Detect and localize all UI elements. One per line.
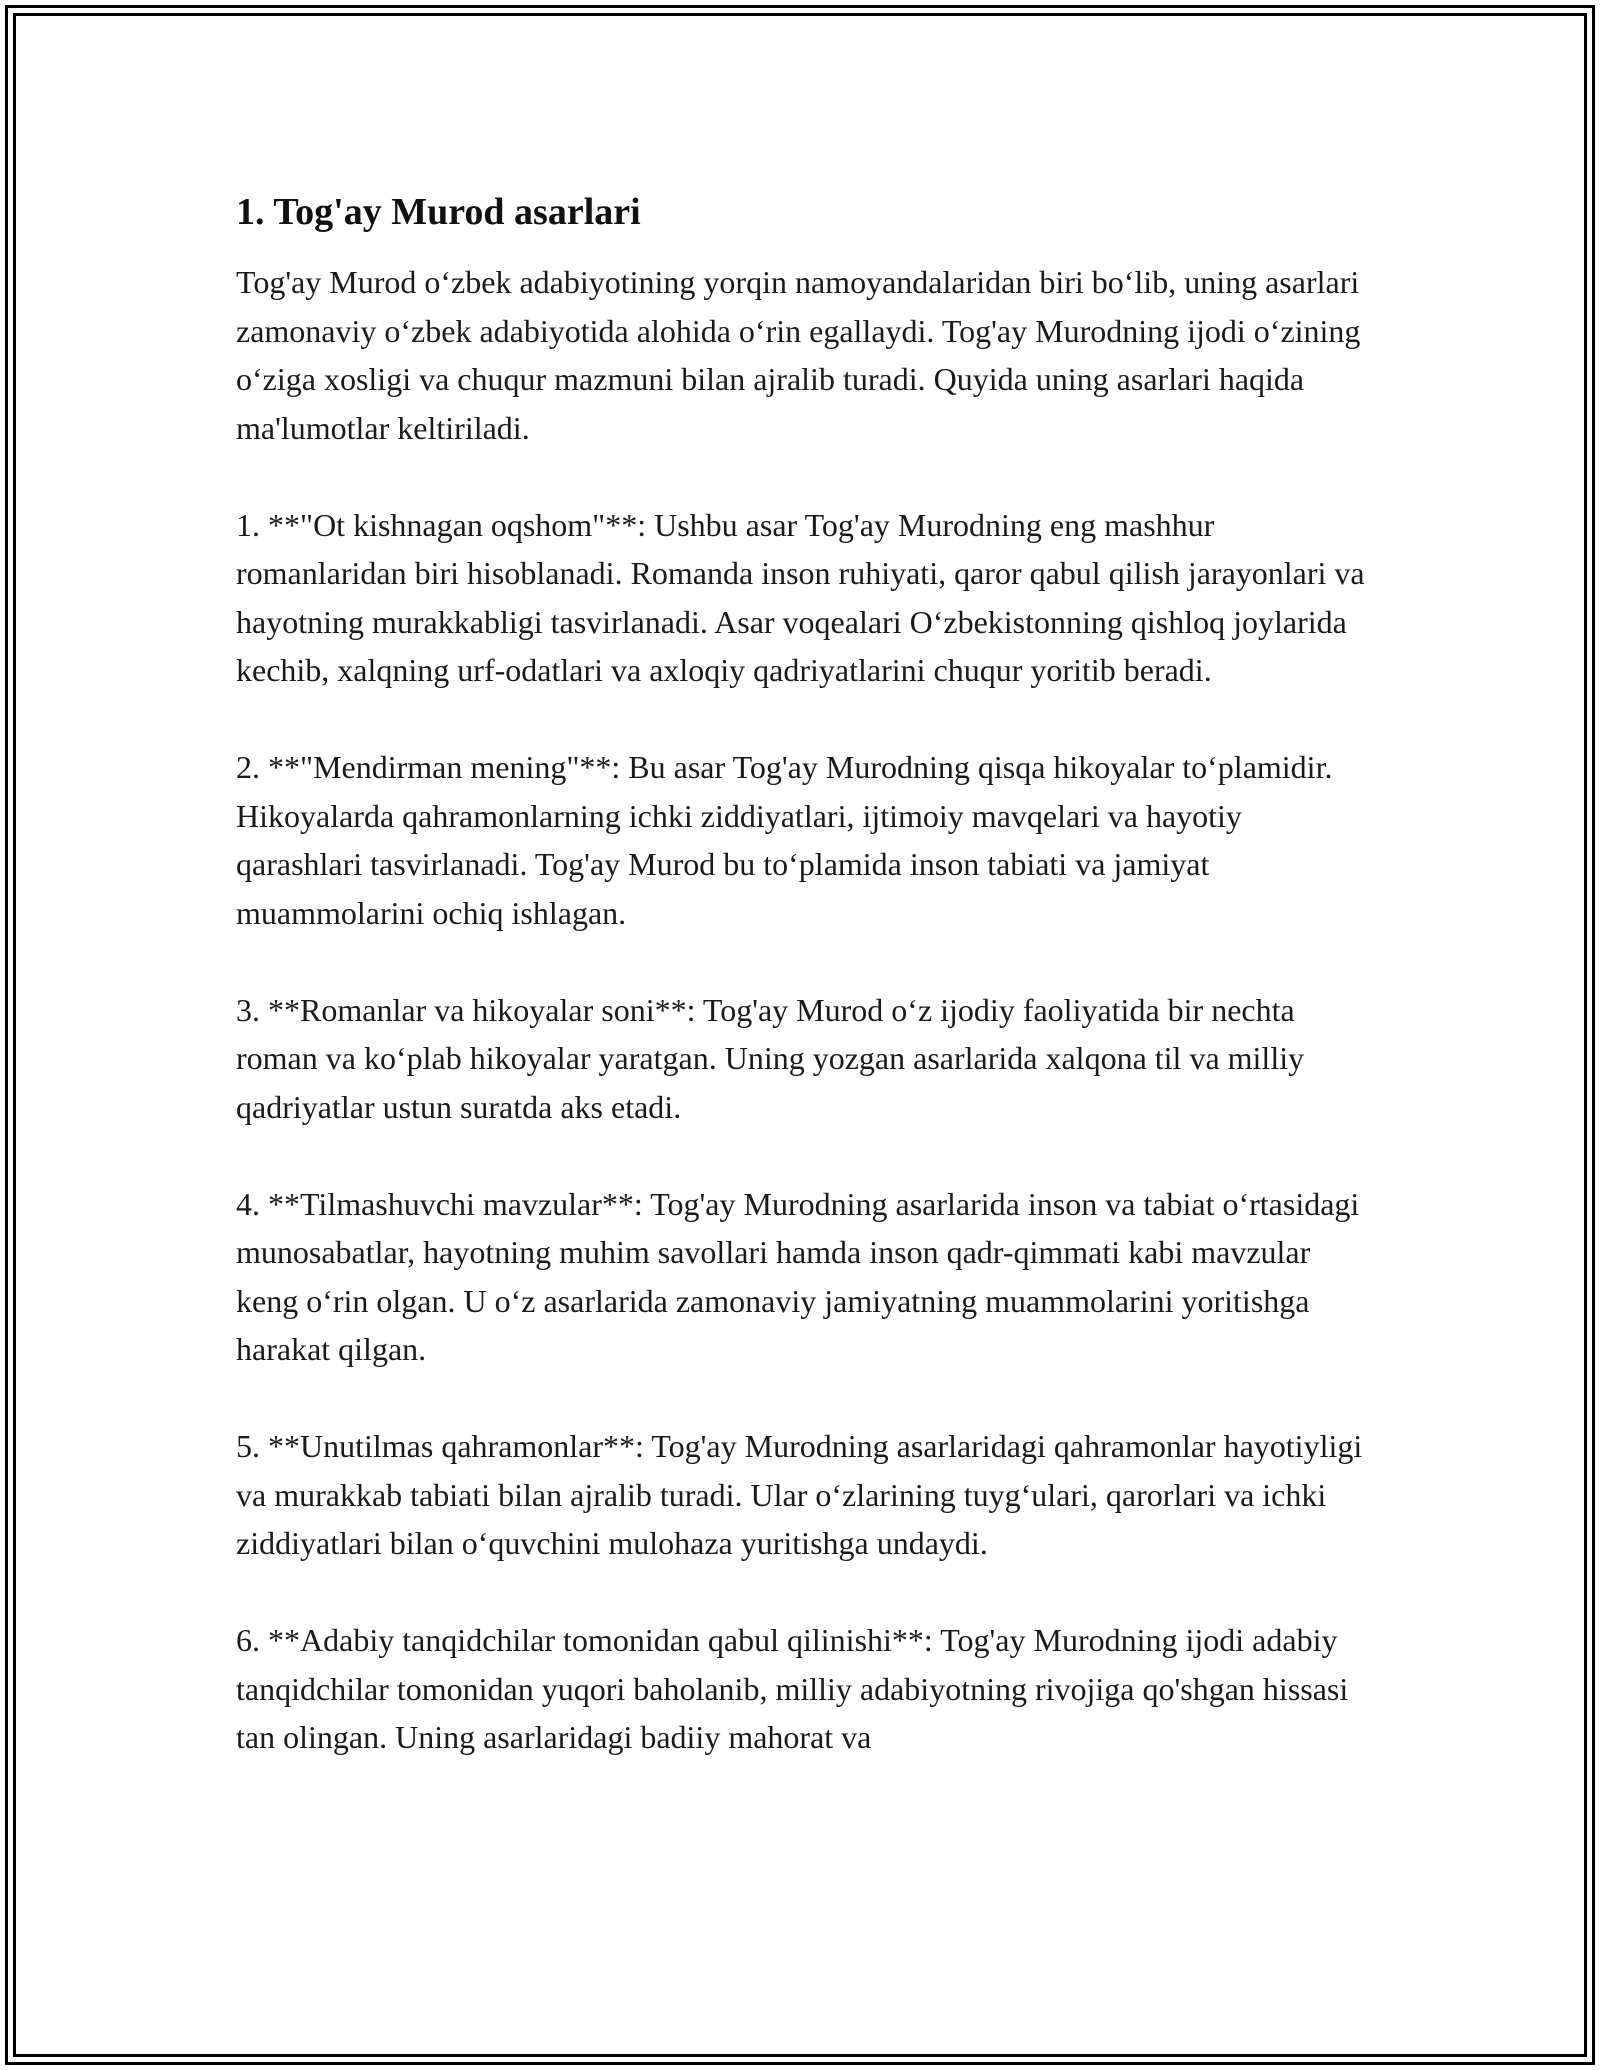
list-item-paragraph: 5. **Unutilmas qahramonlar**: Tog'ay Murodning asarlaridagi qahramonlar hayotiyligi va murakkab tabiati bilan ajralib turadi. Ular o‘zlarining tuyg‘ulari, qarorlari va ichki ziddiyatlari bilan o‘quvchini mulohaza yuritishga undaydi. bbox=[236, 1428, 1363, 1561]
list-item-paragraph: 2. **"Mendirman mening"**: Bu asar Tog'ay Murodning qisqa hikoyalar to‘plamidir. Hikoyalarda qahramonlarning ichki ziddiyatlari, ijtimoiy mavqelari va hayotiy qarashlari tasvirlanadi. Tog'ay Murod bu to‘plamida inson tabiati va jamiyat muammolarini ochiq ishlagan. bbox=[236, 749, 1333, 931]
section-heading: 1. Tog'ay Murod asarlari bbox=[236, 191, 641, 233]
list-item-paragraph: 4. **Tilmashuvchi mavzular**: Tog'ay Murodning asarlarida inson va tabiat o‘rtasidagi munosabatlar, hayotning muhim savollari hamda inson qadr-qimmati kabi mavzular keng o‘rin olgan. U o‘z asarlarida zamonaviy jamiyatning muammolarini yoritishga harakat qilgan. bbox=[236, 1185, 1360, 1367]
list-item-paragraph: 3. **Romanlar va hikoyalar soni**: Tog'ay Murod o‘z ijodiy faoliyatida bir nechta roman va ko‘plab hikoyalar yaratgan. Uning yozgan asarlarida xalqona til va milliy qadriyatlar ustun suratda aks etadi. bbox=[236, 991, 1305, 1125]
intro-paragraph: Tog'ay Murod o‘zbek adabiyotining yorqin namoyandalaridan biri bo‘lib, uning asarlari zamonaviy o‘zbek adabiyotida alohida o‘rin egallaydi. Tog'ay Murodning ijodi o‘zining o‘ziga xosligi va chuqur mazmuni bilan ajralib turadi. Quyida uning asarlari haqida ma'lumotlar keltiriladi. bbox=[236, 264, 1361, 446]
list-item-paragraph: 1. **"Ot kishnagan oqshom"**: Ushbu asar Tog'ay Murodning eng mashhur romanlaridan biri hisoblanadi. Romanda inson ruhiyati, qaror qabul qilish jarayonlari va hayotning murakkabligi tasvirlanadi. Asar voqealari O‘zbekistonning qishloq joylarida kechib, xalqning urf-odatlari va axloqiy qadriyatlarini chuqur yoritib beradi. bbox=[236, 506, 1365, 688]
document-body bbox=[236, 188, 1366, 1762]
list-item-paragraph: 6. **Adabiy tanqidchilar tomonidan qabul qilinishi**: Tog'ay Murodning ijodi adabiy tanqidchilar tomonidan yuqori baholanib, milliy adabiyotning rivojiga qo'shgan hissasi tan olingan. Uning asarlaridagi badiiy mahorat va bbox=[236, 1622, 1349, 1755]
